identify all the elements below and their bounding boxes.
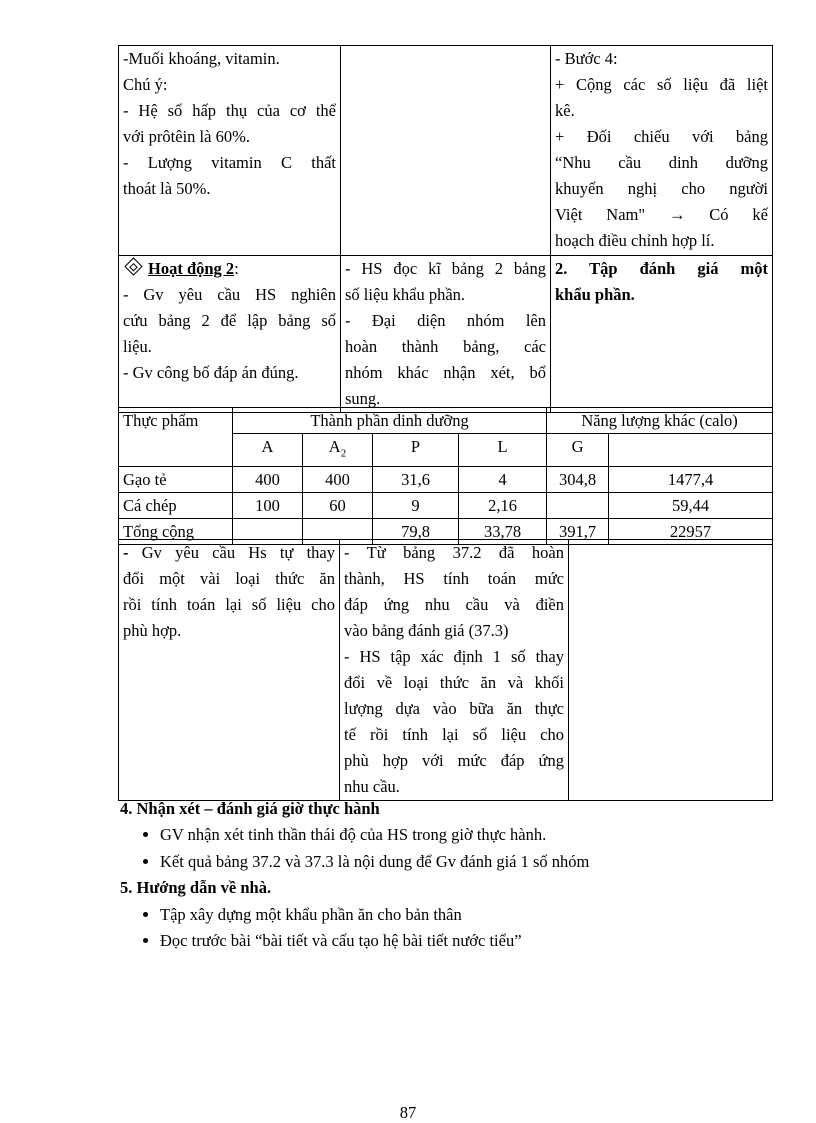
section-heading: khẩu phần. (555, 285, 635, 304)
text-line: - Hệ số hấp thụ của cơ thể (123, 101, 336, 120)
column-header: A (233, 434, 303, 467)
student-cell (341, 46, 551, 256)
diamond-icon (124, 257, 142, 275)
text-line: nhu cầu. (344, 777, 400, 796)
text-line: “Nhu cầu dinh dưỡng (555, 153, 768, 172)
text-line: thoát là 50%. (123, 179, 211, 198)
table-cell: 1477,4 (609, 467, 773, 493)
table-row (119, 46, 773, 256)
content-cell (551, 46, 773, 256)
text-line: - Gv công bố đáp án đúng. (123, 363, 299, 382)
column-header: $A_2$ (303, 434, 373, 467)
student-cell (341, 256, 551, 413)
text-line: kê. (555, 101, 575, 120)
text-line: phù hợp. (123, 621, 182, 640)
table-cell: 60 (303, 493, 373, 519)
section-title: 4. Nhận xét – đánh giá giờ thực hành (120, 799, 380, 818)
text-line: khuyến nghị cho người (555, 179, 768, 198)
list-item: Tập xây dựng một khẩu phần ăn cho bản thân (143, 905, 462, 925)
text-line: - Gv yêu cầu HS nghiên (123, 285, 336, 304)
text-line: lượng dựa vào bữa ăn thực (344, 699, 564, 718)
text-line: tế rồi tính lại số liệu cho (344, 725, 564, 744)
text-line: - Đại diện nhóm lên (345, 311, 546, 330)
section-title: 5. Hướng dẫn về nhà. (120, 878, 272, 897)
column-header: Năng lượng khác (calo) (547, 408, 773, 434)
list-item: Đọc trước bài “bài tiết và cấu tạo hệ bài tiết nước tiểu” (143, 931, 522, 951)
text-line: - HS đọc kĩ bảng 2 bảng (345, 259, 546, 278)
text-line: - Lượng vitamin C thất (123, 153, 336, 172)
text-line: hoàn thành bảng, các (345, 337, 546, 356)
text-line: Việt Nam" → Có kế (555, 205, 768, 224)
text-line: đáp ứng nhu cầu và điền (344, 595, 564, 614)
page-number: 87 (399, 1103, 417, 1122)
table-cell: 100 (233, 493, 303, 519)
content-cell (569, 540, 773, 801)
table-cell (547, 493, 609, 519)
text-line: với prôtêin là 60%. (123, 127, 250, 146)
content-cell (551, 256, 773, 413)
column-header: G (547, 434, 609, 467)
text-line: hoạch điều chỉnh hợp lí. (555, 231, 715, 250)
table-cell: 9 (373, 493, 459, 519)
table-cell: Tổng cộng (119, 519, 233, 545)
teacher-cell (119, 46, 341, 256)
table-cell: 400 (233, 467, 303, 493)
text-line: thành, HS tính toán mức (344, 569, 564, 588)
text-line: đổi về loại thức ăn và khối (344, 673, 564, 692)
text-line: -Muối khoáng, vitamin. (123, 49, 280, 68)
text-line: - Bước 4: (555, 49, 618, 68)
table-cell: 391,7 (547, 519, 609, 545)
text-line: vào bảng đánh giá (37.3) (344, 621, 509, 640)
text-line: phù hợp với mức đáp ứng (344, 751, 564, 770)
activity-table-bottom (118, 539, 773, 801)
activity-table-top (118, 45, 773, 413)
bullet-icon (143, 938, 148, 943)
teacher-cell (119, 540, 340, 801)
table-cell: 2,16 (459, 493, 547, 519)
student-cell (340, 540, 569, 801)
text-line: sung. (345, 389, 381, 408)
text-line: - HS tập xác định 1 số thay (344, 647, 564, 666)
table-cell: 31,6 (373, 467, 459, 493)
column-header: Thực phẩm (119, 408, 233, 467)
table-cell: Gạo tẻ (119, 467, 233, 493)
table-cell: 22957 (609, 519, 773, 545)
text-line: cứu bảng 2 để lập bảng số (123, 311, 336, 330)
table-row (119, 467, 773, 493)
bullet-icon (143, 912, 148, 917)
table-cell: 4 (459, 467, 547, 493)
text-line: nhóm khác nhận xét, bổ (345, 363, 546, 382)
table-cell: 304,8 (547, 467, 609, 493)
teacher-cell (119, 256, 341, 413)
text-line: - Từ bảng 37.2 đã hoàn (344, 543, 564, 562)
column-header: Thành phần dinh dưỡng (233, 408, 547, 434)
nutrition-table (118, 407, 773, 545)
table-cell: 79,8 (373, 519, 459, 545)
text-line: liệu. (123, 337, 152, 356)
text-line: + Cộng các số liệu đã liệt (555, 75, 768, 94)
table-row (119, 256, 773, 413)
activity-heading: Hoạt động 2: (123, 256, 336, 282)
bullet-icon (143, 832, 148, 837)
text-line: rồi tính toán lại số liệu cho (123, 595, 335, 614)
column-header: P (373, 434, 459, 467)
text-line: - Gv yêu cầu Hs tự thay (123, 543, 335, 562)
table-row (119, 493, 773, 519)
table-header-row (119, 408, 773, 434)
table-row (119, 540, 773, 801)
table-cell: 33,78 (459, 519, 547, 545)
column-header: L (459, 434, 547, 467)
list-item: GV nhận xét tinh thần thái độ của HS trong giờ thực hành. (143, 825, 546, 845)
text-line: + Đối chiếu với bảng (555, 127, 768, 146)
column-header (609, 434, 773, 467)
table-cell: Cá chép (119, 493, 233, 519)
text-line: Chú ý: (123, 75, 168, 94)
table-cell: 400 (303, 467, 373, 493)
section-heading: 2. Tập đánh giá một (555, 259, 768, 278)
text-line: đổi một vài loại thức ăn (123, 569, 335, 588)
table-cell: 59,44 (609, 493, 773, 519)
text-line: số liệu khẩu phần. (345, 285, 466, 304)
list-item: Kết quả bảng 37.2 và 37.3 là nội dung để Gv đánh giá 1 số nhóm (143, 852, 589, 872)
bullet-icon (143, 859, 148, 864)
